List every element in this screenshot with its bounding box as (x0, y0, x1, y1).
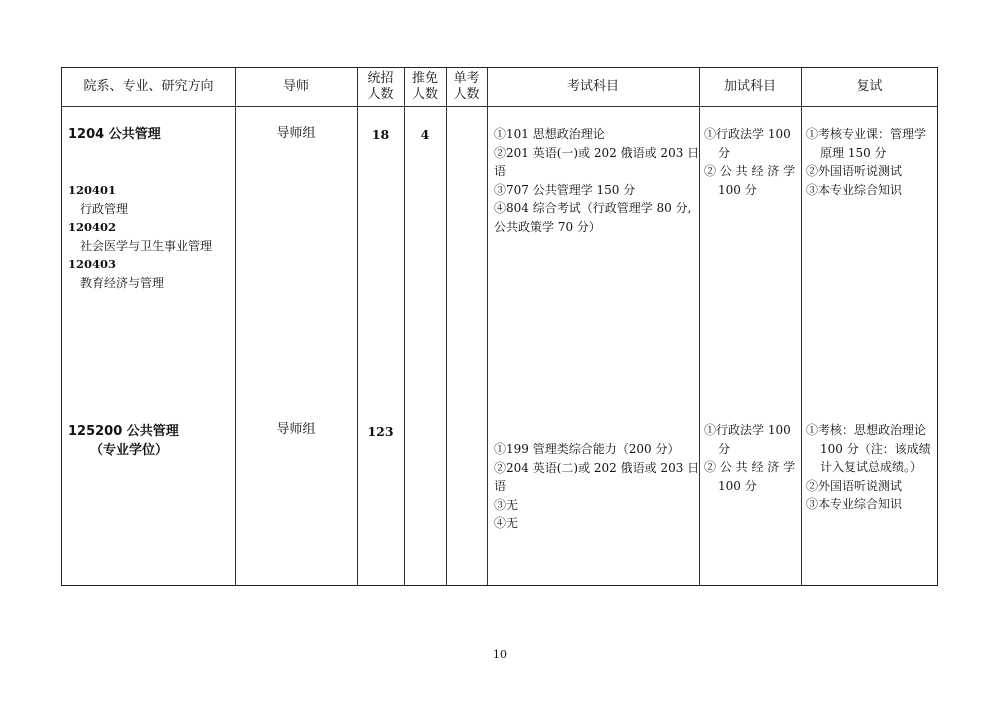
header-single-line2: 人数 (453, 87, 480, 102)
retest-line: 100 分（注：该成绩 (820, 441, 931, 456)
exam-line: ④无 (494, 516, 519, 530)
exam-line: ②204 英语(二)或 202 俄语或 203 日 (494, 460, 700, 475)
exam-line: ①101 思想政治理论 (494, 127, 605, 141)
row1-exempt: 4 (420, 127, 430, 142)
header-single-line1: 单考 (453, 71, 480, 86)
extra-line: ①行政法学 100 (704, 423, 791, 437)
exam-line: 语 (494, 164, 507, 178)
header-unified-line2: 人数 (367, 87, 394, 102)
row1-major: 1204 公共管理 (68, 127, 161, 142)
row1-unified: 18 (371, 127, 390, 142)
exam-line: 公共政策学 70 分） (494, 219, 601, 234)
col-divider (357, 68, 358, 585)
header-department: 院系、专业、研究方向 (83, 79, 214, 94)
header-unified-line1: 统招 (367, 71, 394, 86)
header-unified (357, 68, 404, 106)
col-divider (699, 68, 700, 585)
exam-line: ②201 英语(一)或 202 俄语或 203 日 (494, 145, 700, 160)
col-divider (446, 68, 447, 585)
header-divider (62, 106, 937, 107)
header-retest: 复试 (856, 79, 883, 94)
col-divider (801, 68, 802, 585)
retest-line: 计入复试总成绩。） (820, 460, 923, 474)
row2-advisor: 导师组 (276, 422, 316, 437)
header-advisor: 导师 (282, 79, 309, 94)
direction-code: 120401 (68, 182, 117, 197)
header-exempt-line2: 人数 (411, 87, 438, 102)
header-exempt (404, 68, 446, 106)
exam-line: ④804 综合考试（行政管理学 80 分, (494, 201, 692, 215)
exam-line: 语 (494, 479, 507, 493)
extra-line: ② 公 共 经 济 学 (704, 164, 796, 178)
direction-name: 教育经济与管理 (80, 275, 165, 290)
direction-name: 行政管理 (80, 201, 129, 216)
retest-line: ③本专业综合知识 (806, 497, 903, 511)
retest-line: ②外国语听说测试 (806, 164, 903, 178)
direction-name: 社会医学与卫生事业管理 (80, 238, 213, 253)
extra-line: 分 (718, 145, 731, 160)
row2-retest (806, 421, 938, 514)
retest-line: ①考核专业课：管理学 (806, 127, 927, 141)
admissions-table (61, 67, 938, 586)
row2-exam (494, 440, 698, 533)
direction-code: 120402 (68, 219, 117, 234)
retest-line: 原理 150 分 (820, 145, 887, 160)
row2-extra (704, 421, 800, 495)
row1-advisor: 导师组 (276, 126, 316, 141)
extra-line: ①行政法学 100 (704, 127, 791, 141)
header-exam: 考试科目 (566, 79, 619, 94)
row2-subtitle: （专业学位） (90, 442, 169, 458)
header-single (446, 68, 487, 106)
row1-exam (494, 125, 698, 236)
col-divider (404, 68, 405, 585)
row2-department (68, 423, 233, 460)
retest-line: ③本专业综合知识 (806, 182, 903, 197)
header-extra: 加试科目 (723, 79, 776, 94)
row1-retest (806, 125, 938, 199)
exam-line: ③707 公共管理学 150 分 (494, 182, 636, 197)
exam-line: ③无 (494, 497, 519, 512)
col-divider (487, 68, 488, 585)
page-number: 10 (493, 648, 507, 661)
row2-major: 125200 公共管理 (68, 424, 179, 439)
retest-line: ①考核：思想政治理论 (806, 423, 927, 437)
direction-code: 120403 (68, 256, 117, 271)
exam-line: ①199 管理类综合能力（200 分） (494, 442, 680, 456)
row1-department (68, 126, 233, 292)
extra-line: 100 分 (718, 182, 757, 197)
extra-line: ② 公 共 经 济 学 (704, 460, 796, 474)
col-divider (235, 68, 236, 585)
retest-line: ②外国语听说测试 (806, 478, 903, 493)
header-exempt-line1: 推免 (411, 71, 438, 86)
row2-unified: 123 (367, 424, 394, 439)
extra-line: 分 (718, 441, 731, 456)
extra-line: 100 分 (718, 478, 757, 493)
row1-extra (704, 125, 800, 199)
